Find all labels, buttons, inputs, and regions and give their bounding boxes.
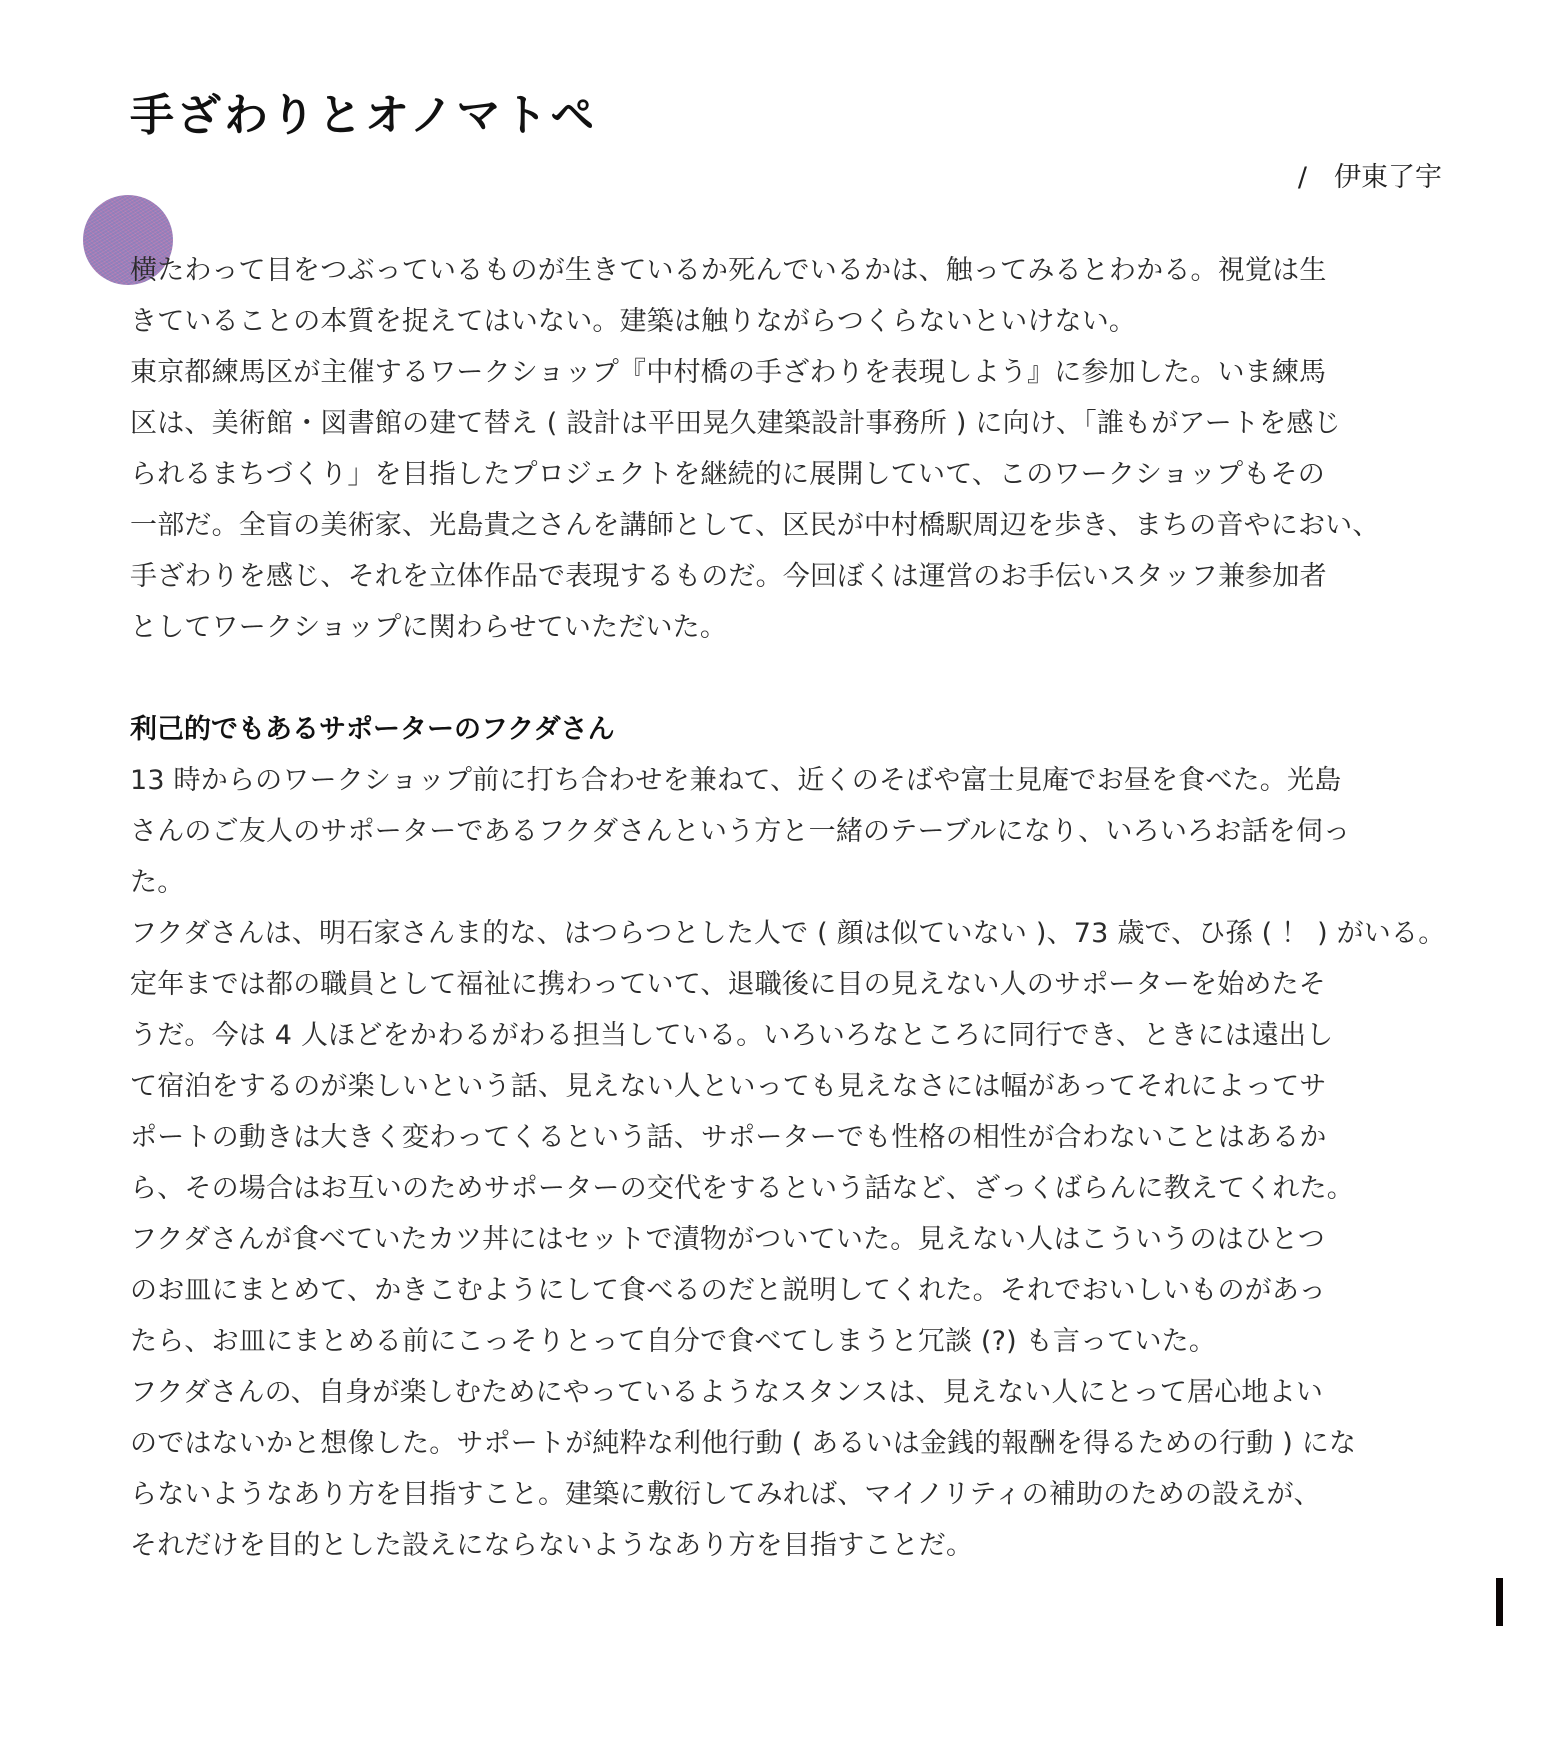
section-heading: 利己的でもあるサポーターのフクダさん (130, 714, 615, 745)
text-line: 定年までは都の職員として福祉に携わっていて、退職後に目の見えない人のサポーターを始めたそ (130, 969, 1326, 1000)
text-line: 東京都練馬区が主催するワークショップ『中村橋の手ざわりを表現しよう』に参加した。いま練馬 (130, 357, 1327, 388)
text-line: 一部だ。全盲の美術家、光島貴之さんを講師として、区民が中村橋駅周辺を歩き、まちの音やにおい、 (130, 510, 1380, 541)
article-body (130, 245, 1450, 1571)
text-line: フクダさんが食べていたカツ丼にはセットで漬物がついていた。見えない人はこういうのはひとつ (130, 1224, 1325, 1255)
text-line: さんのご友人のサポーターであるフクダさんという方と一緒のテーブルになり、いろいろお話を伺っ (130, 816, 1351, 847)
text-line: られるまちづくり」を目指したプロジェクトを継続的に展開していて、このワークショップもその (130, 459, 1325, 490)
text-line: うだ。今は 4 人ほどをかわるがわる担当している。いろいろなところに同行でき、ときには遠出し (130, 1020, 1334, 1051)
text-line: 手ざわりを感じ、それを立体作品で表現するものだ。今回ぼくは運営のお手伝いスタッフ兼参加者 (130, 561, 1327, 592)
text-line: 横たわって目をつぶっているものが生きているか死んでいるかは、触ってみるとわかる。視覚は生 (130, 255, 1327, 286)
text-line: ポートの動きは大きく変わってくるという話、サポーターでも性格の相性が合わないことはあるか (130, 1122, 1327, 1153)
text-line: た。 (130, 867, 185, 898)
text-line: フクダさんの、自身が楽しむためにやっているようなスタンスは、見えない人にとって居心地よい (130, 1377, 1324, 1408)
text-line: て宿泊をするのが楽しいという話、見えない人といっても見えなさには幅があってそれによってサ (130, 1071, 1327, 1102)
text-line: のではないかと想像した。サポートが純粋な利他行動 ( あるいは金銭的報酬を得るための行動 ) にな (130, 1428, 1357, 1459)
text-line: それだけを目的とした設えにならないようなあり方を目指すことだ。 (130, 1530, 974, 1561)
text-line: のお皿にまとめて、かきこむようにして食べるのだと説明してくれた。それでおいしいものがあっ (130, 1275, 1326, 1306)
text-line: ら、その場合はお互いのためサポーターの交代をするという話など、ざっくばらんに教えてくれた。 (130, 1173, 1354, 1204)
text-line: きていることの本質を捉えてはいない。建築は触りながらつくらないといけない。 (130, 306, 1137, 337)
article-title: 手ざわりとオノマトペ (130, 90, 598, 141)
text-line: 13 時からのワークショップ前に打ち合わせを兼ねて、近くのそばや富士見庵でお昼を食べた。光島 (130, 765, 1342, 796)
text-line: たら、お皿にまとめる前にこっそりとって自分で食べてしまうと冗談 (?) も言っていた。 (130, 1326, 1217, 1357)
text-line: らないようなあり方を目指すこと。建築に敷衍してみれば、マイノリティの補助のための設えが、 (130, 1479, 1321, 1510)
text-line: フクダさんは、明石家さんま的な、はつらつとした人で ( 顔は似ていない )、73 歳で、ひ孫 ( ！ ) がいる。 (130, 918, 1446, 949)
author-byline: / 伊東了宇 (1297, 162, 1442, 193)
end-marker-bar (1496, 1578, 1503, 1626)
section-paragraph (130, 755, 1450, 1571)
text-line: 区は、美術館・図書館の建て替え ( 設計は平田晃久建築設計事務所 ) に向け、「誰もがアートを感じ (130, 408, 1341, 439)
intro-paragraph (130, 245, 1450, 653)
text-line: としてワークショップに関わらせていただいた。 (130, 612, 728, 643)
section-gap (130, 653, 1450, 704)
